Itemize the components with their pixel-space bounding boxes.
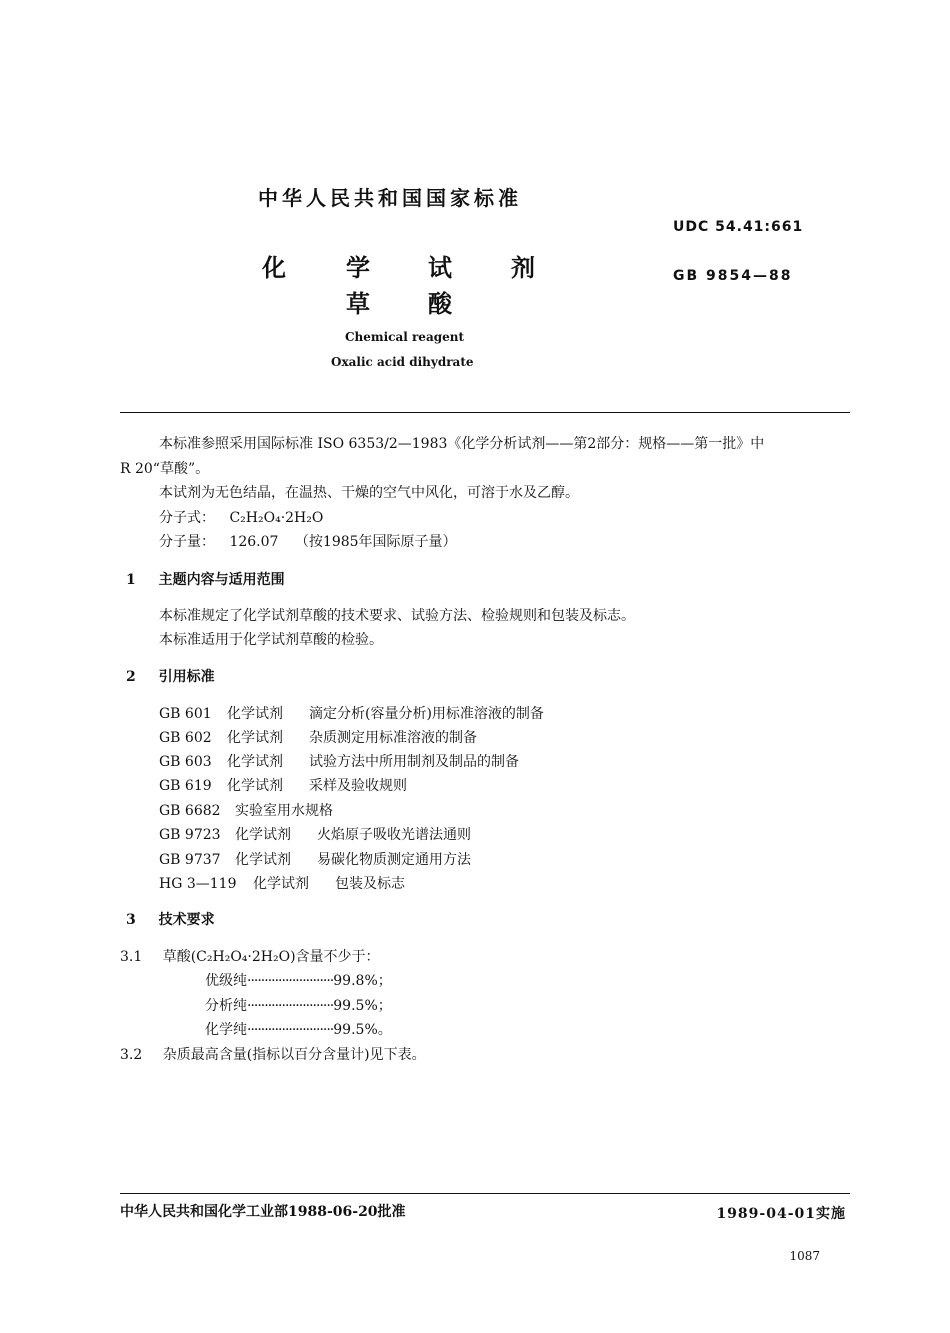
grade-row [205,1019,392,1039]
reference-name: 实验室用水规格 [235,803,333,819]
clause-3-2-text: 杂质最高含量(指标以百分含量计)见下表。 [162,1047,426,1063]
gb-number: GB 9854—88 [673,268,793,284]
udc-code: UDC 54.41:661 [673,219,804,235]
grade-leader-dots: ························· [247,998,334,1014]
reference-code: GB 9737 [159,852,221,868]
weight-line [159,531,457,551]
clause-3-2-number: 3.2 [120,1047,143,1063]
grade-row [205,995,392,1015]
formula-label: 分子式： [159,510,215,526]
reference-category: 化学试剂 [227,754,283,770]
grade-value: 99.5%。 [333,1022,392,1038]
grade-label: 化学纯 [205,1022,247,1038]
reference-code: GB 602 [159,730,212,746]
weight-value: 126.07 [229,534,279,550]
intro-line-1: 本标准参照采用国际标准 ISO 6353/2—1983《化学分析试剂——第2部分：规格——第一批》中 [159,436,765,452]
reference-name: 试验方法中所用制剂及制品的制备 [309,754,519,770]
reference-code: GB 9723 [159,827,221,843]
grade-label: 分析纯 [205,998,247,1014]
english-title-2: Oxalic acid dihydrate [331,355,474,369]
effective-date: 1989-04-01实施 [716,1206,846,1222]
section-3-title: 技术要求 [158,912,215,928]
reference-item [159,727,477,747]
clause-3-1-text: 草酸(C₂H₂O₄·2H₂O)含量不少于： [162,949,380,965]
grade-value: 99.5%； [333,998,392,1014]
reference-code: GB 6682 [159,803,221,819]
formula-value: C₂H₂O₄·2H₂O [229,510,324,526]
reference-item [159,703,544,723]
section-3-number: 3 [126,912,136,928]
section-1-line-1: 本标准规定了化学试剂草酸的技术要求、试验方法、检验规则和包装及标志。 [159,608,635,624]
reference-name: 采样及验收规则 [309,778,407,794]
reference-category: 化学试剂 [227,706,283,722]
section-1-line-2: 本标准适用于化学试剂草酸的检验。 [159,632,383,648]
reference-code: GB 603 [159,754,212,770]
grade-leader-dots: ························· [247,973,334,989]
clause-3-1-number: 3.1 [120,949,143,965]
section-1-heading [126,569,285,589]
clause-3-2 [120,1044,426,1064]
grade-row [205,970,392,990]
reference-category: 化学试剂 [235,827,291,843]
reference-code: GB 619 [159,778,212,794]
section-2-title: 引用标准 [158,669,215,685]
subtitle-char-1: 草 [346,289,370,318]
reference-code: GB 601 [159,706,212,722]
header-divider [120,412,850,413]
subtitle-char-2: 酸 [428,289,452,318]
section-1-number: 1 [126,572,136,588]
reference-name: 包装及标志 [335,876,405,892]
footer-divider [120,1193,850,1194]
reference-name: 杂质测定用标准溶液的制备 [309,730,477,746]
reference-category: 化学试剂 [227,778,283,794]
formula-line [159,507,323,527]
section-2-heading [126,666,215,686]
section-1-title: 主题内容与适用范围 [158,572,285,588]
weight-label: 分子量： [159,534,215,550]
weight-note: （按1985年国际原子量） [294,534,457,550]
standard-title: 中华人民共和国国家标准 [258,186,522,210]
english-title-1: Chemical reagent [345,330,465,344]
reference-name: 滴定分析(容量分析)用标准溶液的制备 [309,706,544,722]
title-char-2: 学 [346,253,370,282]
reference-item [159,800,333,820]
reference-name: 火焰原子吸收光谱法通则 [317,827,471,843]
reference-category: 化学试剂 [227,730,283,746]
reference-category: 化学试剂 [253,876,309,892]
reference-name: 易碳化物质测定通用方法 [317,852,471,868]
title-char-3: 试 [428,253,452,282]
title-char-1: 化 [262,253,286,282]
section-3-heading [126,909,215,929]
reference-item [159,849,471,869]
reference-category: 化学试剂 [235,852,291,868]
section-2-number: 2 [126,669,136,685]
reference-item [159,824,471,844]
title-char-4: 剂 [511,253,535,282]
reference-item [159,775,407,795]
approval-date: 中华人民共和国化学工业部1988-06-20批准 [120,1204,406,1220]
reference-item [159,873,405,893]
reference-code: HG 3—119 [159,876,237,892]
page-number: 1087 [789,1249,820,1263]
intro-line-3: 本试剂为无色结晶，在温热、干燥的空气中风化，可溶于水及乙醇。 [159,485,579,501]
reference-item [159,751,519,771]
grade-value: 99.8%； [333,973,392,989]
grade-label: 优级纯 [205,973,247,989]
intro-line-2: R 20“草酸”。 [120,461,210,477]
clause-3-1 [120,946,380,966]
grade-leader-dots: ························· [247,1022,334,1038]
